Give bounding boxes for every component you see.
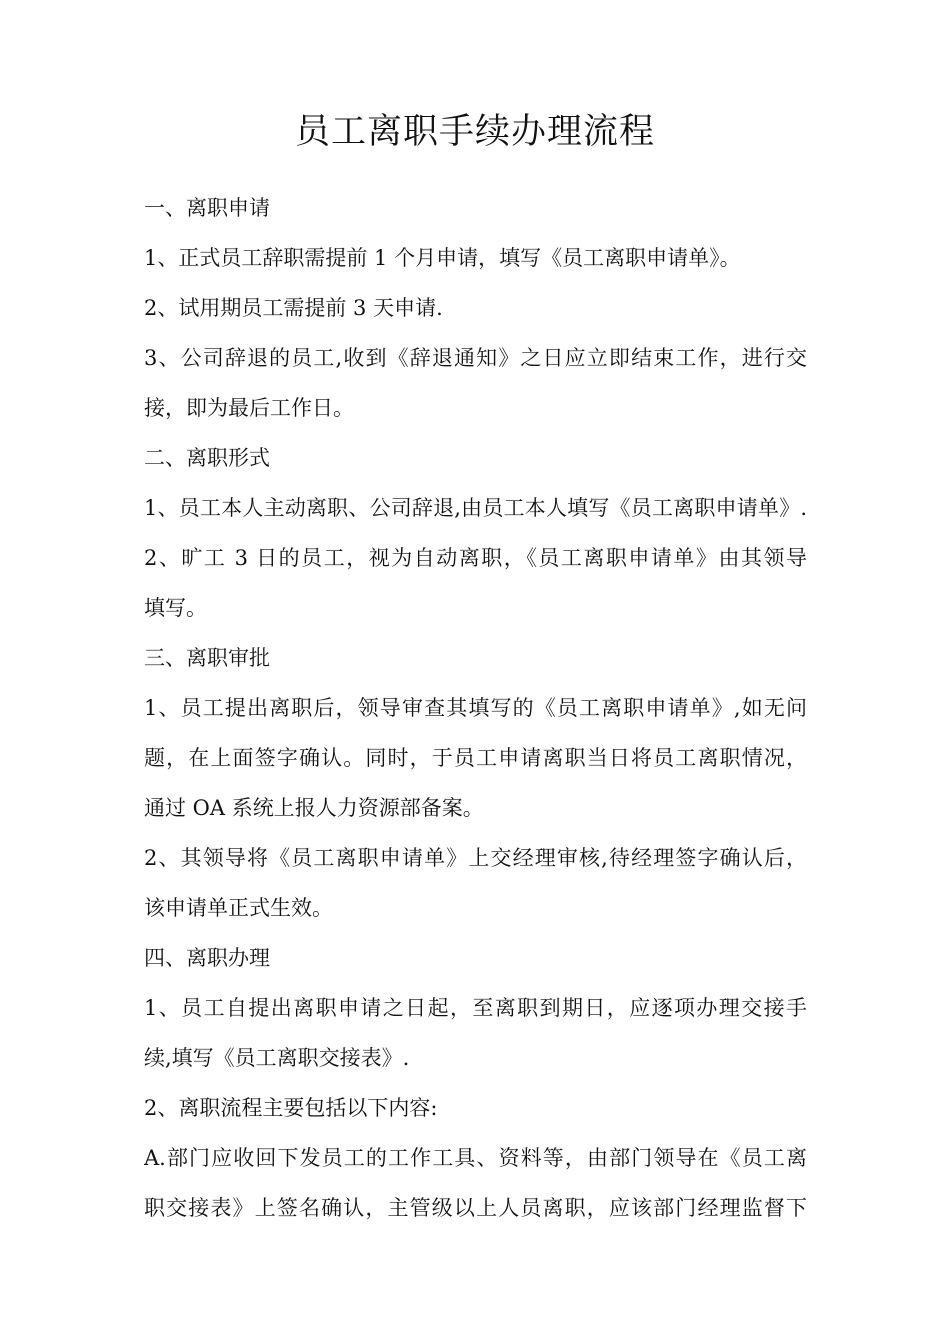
document-body	[144, 183, 807, 1233]
paragraph-line: 2、试用期员工需提前 3 天申请.	[144, 296, 443, 320]
document-title: 员工离职手续办理流程	[294, 112, 655, 152]
paragraph-line: 2、旷工 3 日的员工，视为自动离职，《员工离职申请单》由其领导	[144, 546, 807, 570]
paragraph-line: 1、员工自提出离职申请之日起，至离职到期日，应逐项办理交接手	[144, 996, 807, 1020]
paragraph-line: 2、其领导将《员工离职申请单》上交经理审核,待经理签字确认后，	[144, 846, 807, 870]
paragraph-line: 3、公司辞退的员工,收到《辞退通知》之日应立即结束工作，进行交	[144, 346, 807, 370]
paragraph-line: 通过 OA 系统上报人力资源部备案。	[144, 796, 484, 820]
section-heading: 四、离职办理	[144, 946, 270, 970]
paragraph-line: 填写。	[144, 596, 207, 620]
paragraph-line: 题，在上面签字确认。同时，于员工申请离职当日将员工离职情况，	[144, 746, 807, 770]
paragraph-line: 该申请单正式生效。	[144, 896, 333, 920]
paragraph-line: 2、离职流程主要包括以下内容:	[144, 1096, 438, 1120]
paragraph-line: 1、员工提出离职后，领导审查其填写的《员工离职申请单》,如无问	[144, 696, 807, 720]
paragraph-line: 职交接表》上签名确认，主管级以上人员离职，应该部门经理监督下	[144, 1196, 807, 1220]
paragraph-line: 续,填写《员工离职交接表》.	[144, 1046, 410, 1070]
paragraph-line: 1、正式员工辞职需提前 1 个月申请，填写《员工离职申请单》。	[144, 246, 741, 270]
paragraph-line: 接，即为最后工作日。	[144, 396, 354, 420]
section-heading: 三、离职审批	[144, 646, 270, 670]
paragraph-line: 1、员工本人主动离职、公司辞退,由员工本人填写《员工离职申请单》.	[144, 496, 807, 520]
section-heading: 二、离职形式	[144, 446, 270, 470]
section-heading: 一、离职申请	[144, 196, 270, 220]
paragraph-line: A.部门应收回下发员工的工作工具、资料等，由部门领导在《员工离	[144, 1146, 807, 1170]
